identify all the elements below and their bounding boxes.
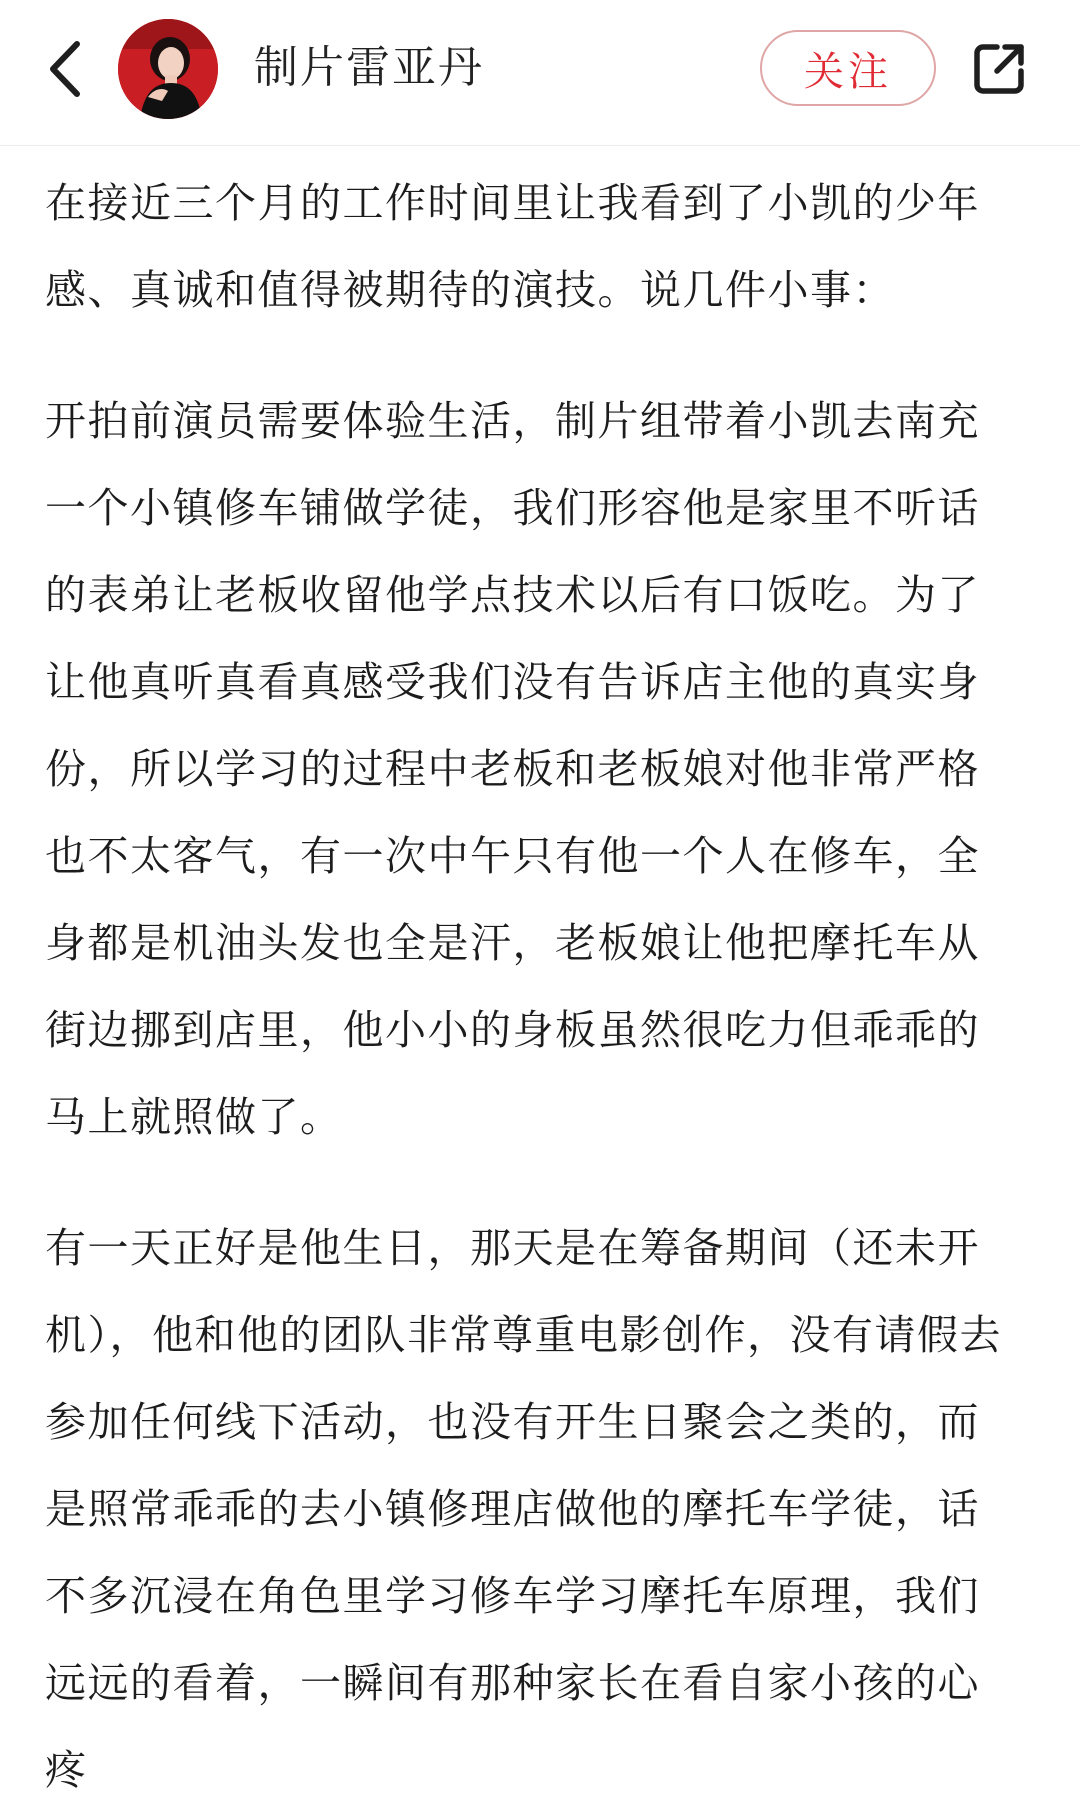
post-paragraph-1: 在接近三个月的工作时间里让我看到了小凯的少年感、真诚和值得被期待的演技。说几件小事： xyxy=(45,179,980,314)
share-external-icon xyxy=(971,41,1027,97)
share-button[interactable] xyxy=(970,40,1028,98)
post-paragraph-3: 有一天正好是他生日，那天是在筹备期间（还未开机），他和他的团队非常尊重电影创作，没有请假去参加任何线下活动，也没有开生日聚会之类的，而是照常乖乖的去小镇修理店做他的摩托车学徒，话不多沉浸在角色里学习修车学习摩托车原理，我们远远的看着，一瞬间有那种家长在看自家小孩的心疼 xyxy=(45,1224,1002,1794)
post-body xyxy=(45,160,1005,1814)
post-paragraph-2: 开拍前演员需要体验生活，制片组带着小凯去南充一个小镇修车铺做学徒，我们形容他是家里不听话的表弟让老板收留他学点技术以后有口饭吃。为了让他真听真看真感受我们没有告诉店主他的真实身份，所以学习的过程中老板和老板娘对他非常严格也不太客气，有一次中午只有他一个人在修车，全身都是机油头发也全是汗，老板娘让他把摩托车从街边挪到店里，他小小的身板虽然很吃力但乖乖的马上就照做了。 xyxy=(45,397,980,1141)
username[interactable]: 制片雷亚丹 xyxy=(254,42,484,93)
top-bar xyxy=(0,0,1080,146)
chevron-left-icon xyxy=(47,40,81,98)
avatar[interactable] xyxy=(118,19,218,119)
avatar-portrait-icon xyxy=(118,19,218,119)
back-button[interactable] xyxy=(36,34,92,104)
follow-button[interactable]: 关注 xyxy=(760,30,936,106)
